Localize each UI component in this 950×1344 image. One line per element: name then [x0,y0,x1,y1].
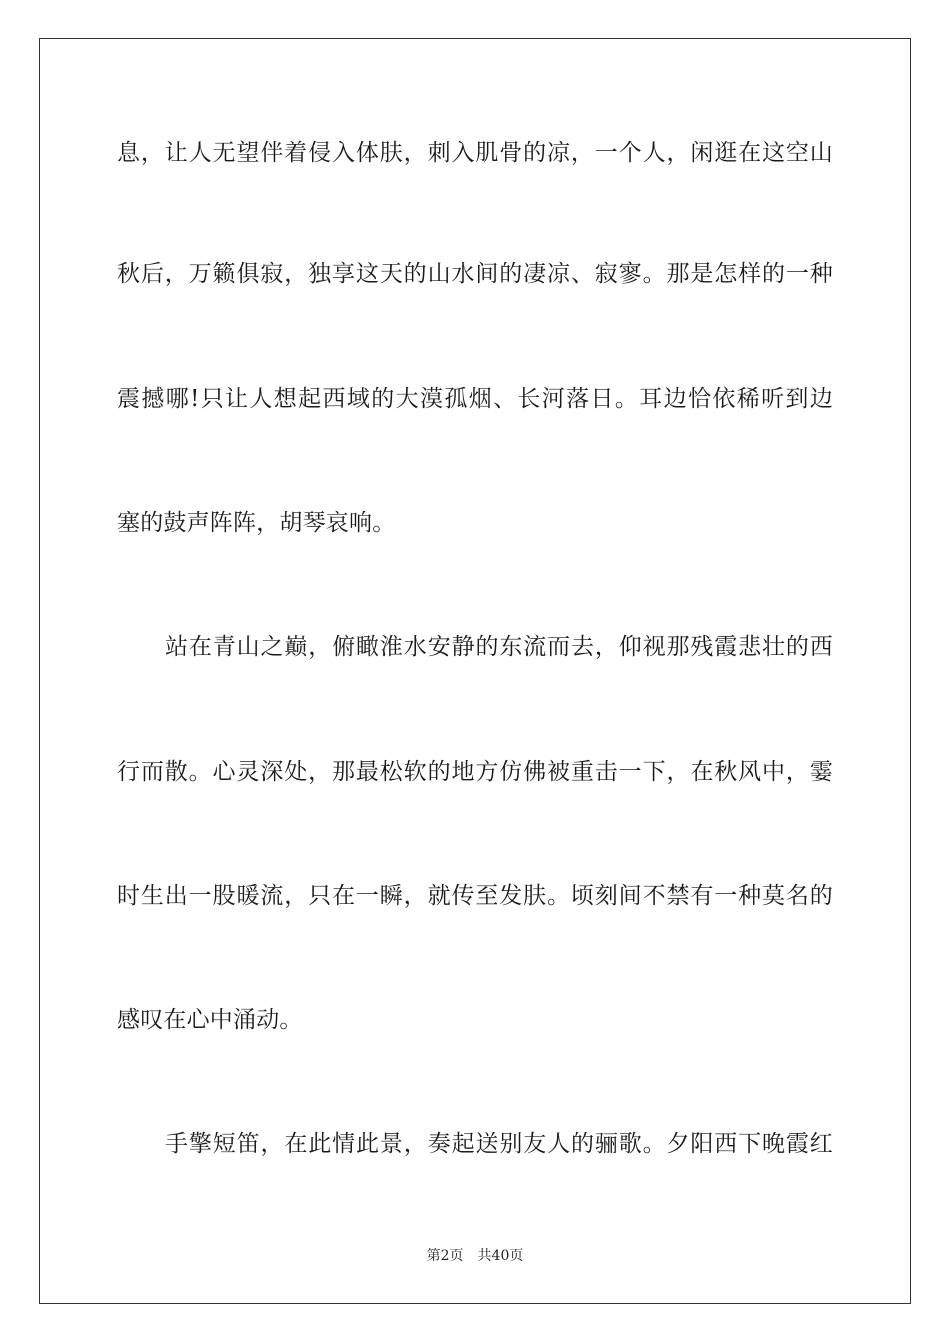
page-footer [0,1247,950,1265]
text-line: 震撼哪!只让人想起西域的大漠孤烟、长河落日。耳边恰依稀听到边 [117,386,833,412]
text-line: 感叹在心中涌动。 [117,1007,303,1033]
text-line: 塞的鼓声阵阵，胡琴哀响。 [117,510,396,536]
paragraph-first-line: 站在青山之巅，俯瞰淮水安静的东流而去，仰视那残霞悲壮的西 [165,634,833,660]
page-total: 共40页 [477,1248,524,1264]
text-line: 时生出一股暖流，只在一瞬，就传至发肤。顷刻间不禁有一种莫名的 [117,883,833,909]
text-line: 息，让人无望伴着侵入体肤，刺入肌骨的凉，一个人，闲逛在这空山 [117,140,833,166]
paragraph-first-line: 手擎短笛，在此情此景，奏起送别友人的骊歌。夕阳西下晚霞红 [165,1131,833,1157]
page-number: 第2页 [426,1248,464,1264]
page-border [39,38,911,1304]
text-line: 行而散。心灵深处，那最松软的地方仿佛被重击一下，在秋风中，霎 [117,759,833,785]
text-line: 秋后，万籁俱寂，独享这天的山水间的凄凉、寂寥。那是怎样的一种 [117,261,833,287]
